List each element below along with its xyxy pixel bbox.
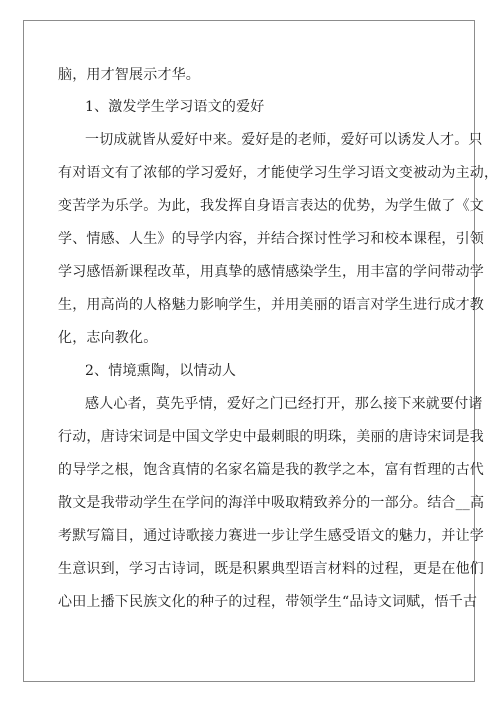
- text-line: 变苦学为乐学。为此，我发挥自身语言表达的优势，为学生做了《文: [58, 198, 484, 214]
- text-line: 生，用高尚的人格魅力影响学生，并用美丽的语言对学生进行成才教: [58, 297, 484, 313]
- text-line: 散文是我带动学生在学问的海洋中吸取精致养分的一部分。结合__高: [58, 495, 485, 511]
- page-border: [23, 20, 478, 682]
- text-line: 化，志向教化。: [58, 330, 158, 346]
- section-heading: 2、情境熏陶，以情动人: [85, 363, 237, 379]
- text-line: 行动，唐诗宋词是中国文学史中最刺眼的明珠，美丽的唐诗宋词是我: [58, 429, 484, 445]
- text-line: 感人心者，莫先乎情，爱好之门已经打开，那么接下来就要付诸: [85, 396, 483, 412]
- text-line: 心田上播下民族文化的种子的过程，带领学生“品诗文词赋，悟千古: [58, 594, 478, 610]
- text-line: 学、情感、人生》的导学内容，并结合探讨性学习和校本课程，引领: [58, 231, 484, 247]
- text-line: 生意识到，学习古诗词，既是积累典型语言材料的过程，更是在他们: [58, 561, 484, 577]
- section-heading: 1、激发学生学习语文的爱好: [85, 99, 265, 115]
- text-line: 有对语文有了浓郁的学习爱好，才能使学习生学习语文变被动为主动，: [58, 165, 499, 181]
- text-line: 学习感悟新课程改革，用真挚的感情感染学生，用丰富的学问带动学: [58, 264, 484, 280]
- text-line: 脑，用才智展示才华。: [58, 67, 200, 83]
- text-line: 的导学之根，饱含真情的名家名篇是我的教学之本，富有哲理的古代: [58, 462, 484, 478]
- text-line: 考默写篇目，通过诗歌接力赛进一步让学生感受语文的魅力，并让学: [58, 528, 484, 544]
- text-line: 一切成就皆从爱好中来。爱好是的老师，爱好可以诱发人才。只: [85, 132, 483, 148]
